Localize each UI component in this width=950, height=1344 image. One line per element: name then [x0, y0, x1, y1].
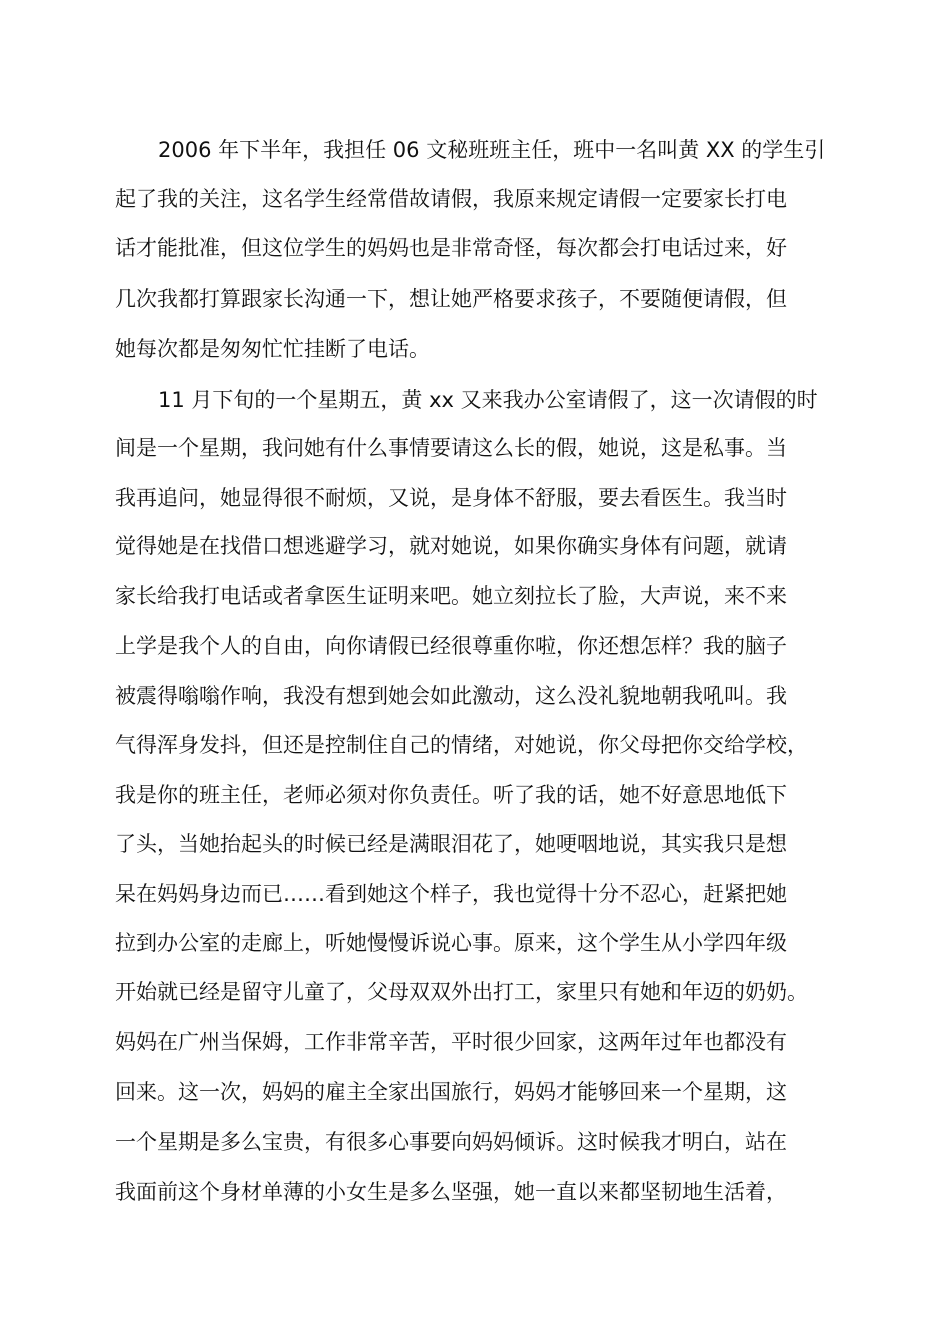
paragraph-2-line-17: 我面前这个身材单薄的小女生是多么坚强，她一直以来都坚韧地生活着，: [115, 1180, 787, 1204]
paragraph-2-line-14: 妈妈在广州当保姆，工作非常辛苦，平时很少回家，这两年过年也都没有: [115, 1030, 787, 1054]
paragraph-1-line-4: 几次我都打算跟家长沟通一下，想让她严格要求孩子，不要随便请假，但: [115, 287, 787, 311]
paragraph-2-line-4: 觉得她是在找借口想逃避学习，就对她说，如果你确实身体有问题，就请: [115, 534, 787, 558]
paragraph-2-line-8: 气得浑身发抖，但还是控制住自己的情绪，对她说，你父母把你交给学校，: [115, 733, 808, 757]
paragraph-2-line-13: 开始就已经是留守儿童了，父母双双外出打工，家里只有她和年迈的奶奶。: [115, 980, 808, 1004]
paragraph-2-line-2: 间是一个星期，我问她有什么事情要请这么长的假，她说，这是私事。当: [115, 436, 787, 460]
paragraph-1-line-5: 她每次都是匆匆忙忙挂断了电话。: [115, 337, 430, 361]
paragraph-2-line-15: 回来。这一次，妈妈的雇主全家出国旅行，妈妈才能够回来一个星期，这: [115, 1080, 787, 1104]
paragraph-2-line-7: 被震得嗡嗡作响，我没有想到她会如此激动，这么没礼貌地朝我吼叫。我: [115, 684, 787, 708]
paragraph-2-line-1: 11 月下旬的一个星期五，黄 xx 又来我办公室请假了，这一次请假的时: [158, 388, 818, 412]
paragraph-1-line-1: 2006 年下半年，我担任 06 文秘班班主任，班中一名叫黄 XX 的学生引: [158, 138, 826, 162]
paragraph-2-line-11: 呆在妈妈身边而已……看到她这个样子，我也觉得十分不忍心，赶紧把她: [115, 882, 787, 906]
paragraph-2-line-3: 我再追问，她显得很不耐烦，又说，是身体不舒服，要去看医生。我当时: [115, 486, 787, 510]
paragraph-2-line-10: 了头，当她抬起头的时候已经是满眼泪花了，她哽咽地说，其实我只是想: [115, 832, 787, 856]
paragraph-1-line-3: 话才能批准，但这位学生的妈妈也是非常奇怪，每次都会打电话过来，好: [115, 236, 787, 260]
paragraph-2-line-12: 拉到办公室的走廊上，听她慢慢诉说心事。原来，这个学生从小学四年级: [115, 931, 787, 955]
paragraph-1-line-2: 起了我的关注，这名学生经常借故请假，我原来规定请假一定要家长打电: [115, 187, 787, 211]
paragraph-2-line-9: 我是你的班主任，老师必须对你负责任。听了我的话，她不好意思地低下: [115, 783, 787, 807]
paragraph-2-line-5: 家长给我打电话或者拿医生证明来吧。她立刻拉长了脸，大声说，来不来: [115, 584, 787, 608]
paragraph-2-line-16: 一个星期是多么宝贵，有很多心事要向妈妈倾诉。这时候我才明白，站在: [115, 1130, 787, 1154]
paragraph-2-line-6: 上学是我个人的自由，向你请假已经很尊重你啦，你还想怎样？我的脑子: [115, 634, 787, 658]
